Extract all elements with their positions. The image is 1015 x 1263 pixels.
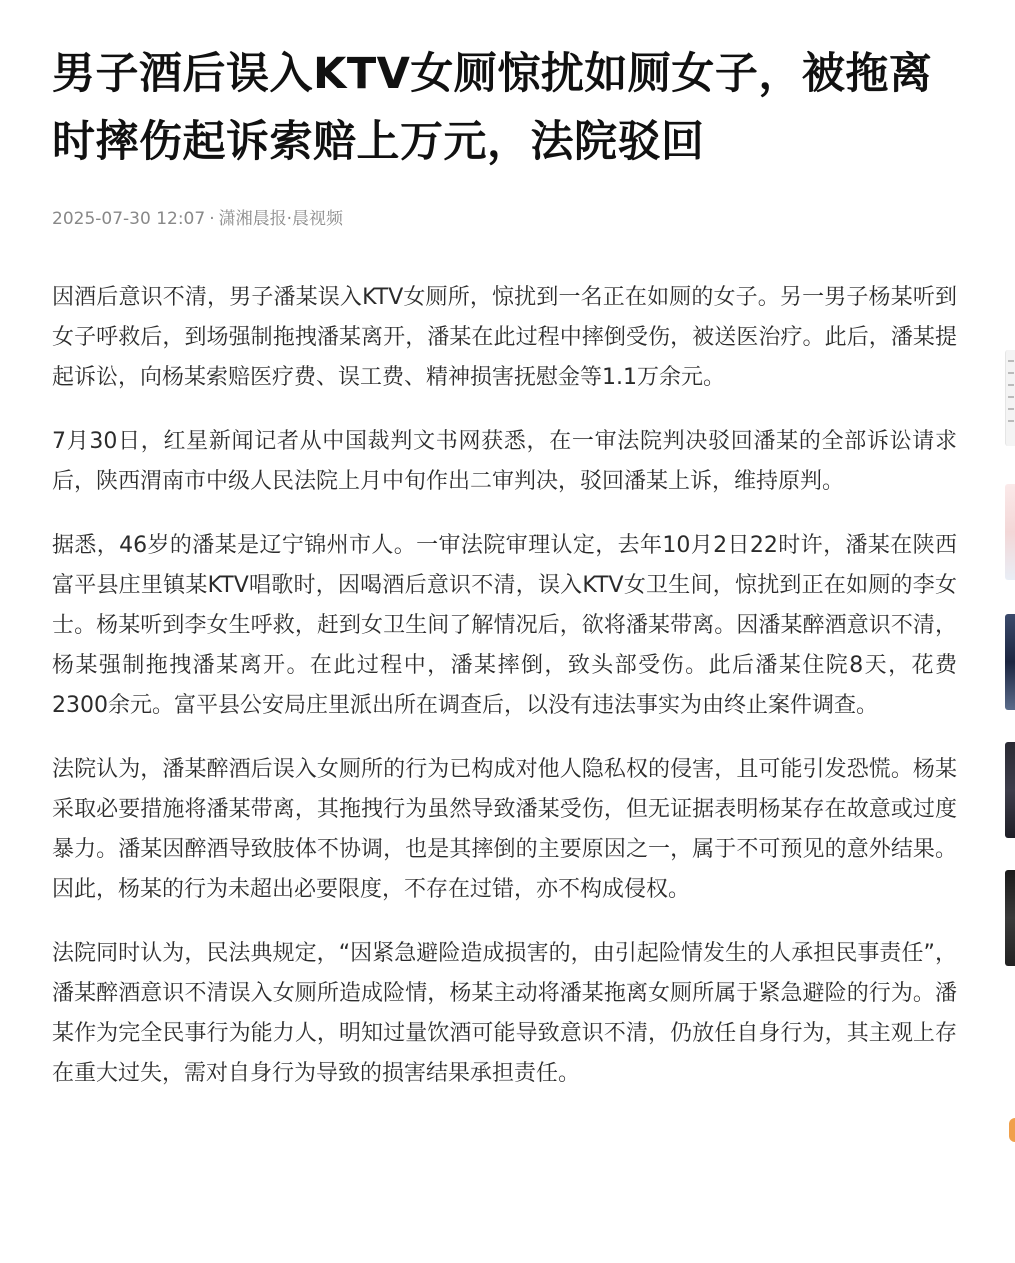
related-item-thumbnail[interactable] <box>1009 1118 1015 1142</box>
paragraph: 据悉，46岁的潘某是辽宁锦州市人。一审法院审理认定，去年10月2日22时许，潘某在陕西富平县庄里镇某KTV唱歌时，因喝酒后意识不清，误入KTV女卫生间，惊扰到正在如厕的李女士。杨某听到李女生呼救，赶到女卫生间了解情况后，欲将潘某带离。因潘某醉酒意识不清，杨某强制拖拽潘某离开。在此过程中，潘某摔倒，致头部受伤。此后潘某住院8天，花费2300余元。富平县公安局庄里派出所在调查后，以没有违法事实为由终止案件调查。 <box>52 533 957 718</box>
article-source[interactable]: 潇湘晨报·晨视频 <box>218 209 344 229</box>
article-body <box>52 278 957 1094</box>
related-item-thumbnail[interactable] <box>1005 614 1015 710</box>
paragraph: 7月30日，红星新闻记者从中国裁判文书网获悉，在一审法院判决驳回潘某的全部诉讼请求后，陕西渭南市中级人民法院上月中旬作出二审判决，驳回潘某上诉，维持原判。 <box>52 429 957 494</box>
paragraph: 因酒后意识不清，男子潘某误入KTV女厕所，惊扰到一名正在如厕的女子。另一男子杨某听到女子呼救后，到场强制拖拽潘某离开，潘某在此过程中摔倒受伤，被送医治疗。此后，潘某提起诉讼，向杨某索赔医疗费、误工费、精神损害抚慰金等1.1万余元。 <box>52 285 957 390</box>
related-item-thumbnail[interactable] <box>1005 484 1015 580</box>
related-sidebar <box>1005 0 1015 1263</box>
related-item-thumbnail[interactable] <box>1005 742 1015 838</box>
text-lines-decoration <box>1008 360 1014 430</box>
publish-date: 2025-07-30 12:07 <box>52 209 206 229</box>
article-title: 男子酒后误入KTV女厕惊扰如厕女子，被拖离时摔伤起诉索赔上万元，法院驳回 <box>52 49 933 167</box>
article <box>52 40 957 1118</box>
paragraph: 法院认为，潘某醉酒后误入女厕所的行为已构成对他人隐私权的侵害，且可能引发恐慌。杨某采取必要措施将潘某带离，其拖拽行为虽然导致潘某受伤，但无证据表明杨某存在故意或过度暴力。潘某因醉酒导致肢体不协调，也是其摔倒的主要原因之一，属于不可预见的意外结果。因此，杨某的行为未超出必要限度，不存在过错，亦不构成侵权。 <box>52 757 957 902</box>
article-meta <box>52 207 957 231</box>
related-item-thumbnail[interactable] <box>1005 350 1015 446</box>
meta-separator: · <box>209 209 215 229</box>
paragraph: 法院同时认为，民法典规定，“因紧急避险造成损害的，由引起险情发生的人承担民事责任”，潘某醉酒意识不清误入女厕所造成险情，杨某主动将潘某拖离女厕所属于紧急避险的行为。潘某作为完全民事行为能力人，明知过量饮酒可能导致意识不清，仍放任自身行为，其主观上存在重大过失，需对自身行为导致的损害结果承担责任。 <box>52 941 957 1086</box>
related-item-thumbnail[interactable] <box>1005 870 1015 966</box>
